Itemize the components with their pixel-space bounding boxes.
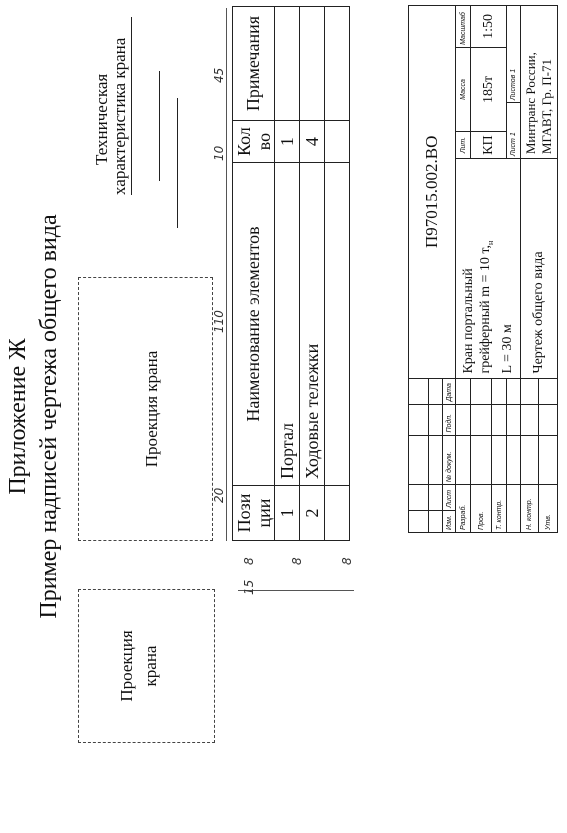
spec-col-pos-header-2: ции bbox=[253, 498, 274, 528]
tech-underline-1 bbox=[131, 17, 132, 195]
label-scale: Масштаб bbox=[456, 6, 471, 48]
dim-col-pos: 20 bbox=[212, 487, 226, 503]
spec-cell-qty: 4 bbox=[300, 121, 325, 163]
spec-cell-pos: 1 bbox=[275, 486, 300, 541]
dim-line-columns bbox=[226, 8, 227, 541]
organization bbox=[520, 6, 557, 159]
spec-cell-qty: 1 bbox=[275, 121, 300, 163]
stamp-cell bbox=[429, 510, 443, 532]
stamp-cell bbox=[409, 485, 429, 511]
spec-table bbox=[232, 6, 350, 541]
tech-label-line2: характеристика крана bbox=[110, 37, 129, 195]
dim-row-3: 8 bbox=[340, 557, 354, 565]
spec-col-qty-header-2: во bbox=[253, 132, 274, 151]
spec-cell-notes bbox=[275, 7, 300, 121]
dim-col-notes: 45 bbox=[212, 67, 226, 83]
label-izm: Изм. bbox=[442, 510, 456, 532]
label-mass: Масса bbox=[456, 47, 471, 131]
stamp-cell bbox=[456, 404, 471, 435]
spec-cell-name: Портал bbox=[275, 163, 300, 486]
title-block bbox=[408, 5, 558, 533]
stamp-cell bbox=[492, 378, 507, 404]
tech-label-line1: Техническая bbox=[92, 73, 111, 165]
stamp-cell bbox=[539, 404, 558, 435]
stamp-cell bbox=[539, 378, 558, 404]
main-projection-frame bbox=[78, 277, 213, 541]
label-utv: Утв. bbox=[539, 485, 558, 533]
sheet-label bbox=[507, 103, 521, 159]
label-doc-no: № докум. bbox=[442, 435, 456, 485]
scale-value: 1:50 bbox=[471, 6, 507, 48]
spec-cell-notes bbox=[325, 7, 350, 121]
tech-blank-line-2 bbox=[177, 98, 178, 228]
stamp-cell bbox=[507, 404, 521, 435]
dim-row-header: 15 bbox=[242, 579, 256, 595]
spec-cell-name: Ходовые тележки bbox=[300, 163, 325, 486]
label-sheets: Листов bbox=[509, 74, 517, 101]
spec-col-name-header: Наименование элементов bbox=[233, 163, 275, 486]
doc-code: П97015.002.ВО bbox=[409, 6, 456, 379]
spec-header-row bbox=[233, 7, 275, 541]
spec-row bbox=[275, 7, 300, 541]
stamp-cell bbox=[429, 485, 443, 511]
spec-col-notes-header: Примечания bbox=[233, 7, 275, 121]
object-param-sub: н bbox=[485, 240, 495, 246]
object-name-line2 bbox=[477, 161, 499, 373]
stamp-cell bbox=[409, 435, 429, 485]
stamp-cell bbox=[409, 404, 429, 435]
spec-col-qty-header-1: Кол bbox=[233, 127, 254, 156]
main-projection-label: Проекция крана bbox=[142, 350, 161, 468]
appendix-heading: Приложение Ж bbox=[5, 338, 31, 495]
stamp-cell bbox=[409, 378, 429, 404]
stamp-cell bbox=[507, 435, 521, 485]
label-date: Дата bbox=[442, 378, 456, 404]
stamp-cell bbox=[456, 378, 471, 404]
label-n-kontr: Н. контр. bbox=[520, 485, 539, 533]
sheet-number: 1 bbox=[509, 132, 517, 137]
stamp-cell bbox=[471, 378, 492, 404]
spec-cell-pos bbox=[325, 486, 350, 541]
object-name-line1: Кран портальный bbox=[461, 268, 477, 374]
label-list: Лист bbox=[442, 485, 456, 511]
tech-blank-line-1 bbox=[159, 71, 160, 181]
dim-col-qty: 10 bbox=[212, 145, 226, 161]
object-name bbox=[456, 159, 520, 378]
spec-cell-qty bbox=[325, 121, 350, 163]
org-line2: МГАВТ, Гр. П-71 bbox=[538, 59, 554, 155]
spec-cell-pos: 2 bbox=[300, 486, 325, 541]
object-name-line3: L = 30 м bbox=[499, 324, 515, 374]
stamp-cell bbox=[492, 435, 507, 485]
stamp-cell bbox=[507, 485, 521, 533]
lit-value: КП bbox=[471, 132, 507, 159]
stamp-cell bbox=[409, 510, 429, 532]
stamp-cell bbox=[429, 404, 443, 435]
label-sign: Подп. bbox=[442, 404, 456, 435]
spec-col-qty-header bbox=[233, 121, 275, 163]
drawing-name: Чертеж общего вида bbox=[520, 159, 557, 378]
side-projection-label-2: крана bbox=[141, 645, 160, 687]
label-prov: Пров. bbox=[471, 485, 492, 533]
stamp-cell bbox=[471, 404, 492, 435]
stamp-cell bbox=[429, 435, 443, 485]
org-line1: Минтранс России, bbox=[522, 52, 538, 155]
spec-row bbox=[300, 7, 325, 541]
object-param: грейферный m = 10 т, bbox=[478, 245, 494, 374]
stamp-cell bbox=[520, 435, 539, 485]
stamp-cell bbox=[520, 404, 539, 435]
label-razrab: Разраб. bbox=[456, 485, 471, 533]
sheets-label bbox=[507, 6, 521, 103]
mass-value: 185т bbox=[471, 47, 507, 131]
label-sheet: Лист bbox=[509, 138, 517, 157]
dim-col-name: 110 bbox=[212, 310, 226, 333]
stamp-cell bbox=[456, 435, 471, 485]
label-lit: Лит. bbox=[456, 132, 471, 159]
spec-row bbox=[325, 7, 350, 541]
stamp-cell bbox=[492, 404, 507, 435]
stamp-cell bbox=[471, 435, 492, 485]
spec-col-pos-header-1: Пози bbox=[233, 493, 254, 533]
side-projection-frame bbox=[78, 589, 215, 743]
spec-cell-notes bbox=[300, 7, 325, 121]
side-projection-label-1: Проекция bbox=[117, 630, 136, 702]
spec-col-pos-header bbox=[233, 486, 275, 541]
label-t-kontr: Т. контр. bbox=[492, 485, 507, 533]
stamp-cell bbox=[520, 378, 539, 404]
sheets-count: 1 bbox=[509, 68, 517, 73]
stamp-cell bbox=[507, 378, 521, 404]
stamp-cell bbox=[429, 378, 443, 404]
spec-cell-name bbox=[325, 163, 350, 486]
dim-row-1: 8 bbox=[242, 557, 256, 565]
page-subtitle: Пример надписей чертежа общего вида bbox=[36, 214, 62, 619]
dim-row-2: 8 bbox=[290, 557, 304, 565]
stamp-cell bbox=[539, 435, 558, 485]
